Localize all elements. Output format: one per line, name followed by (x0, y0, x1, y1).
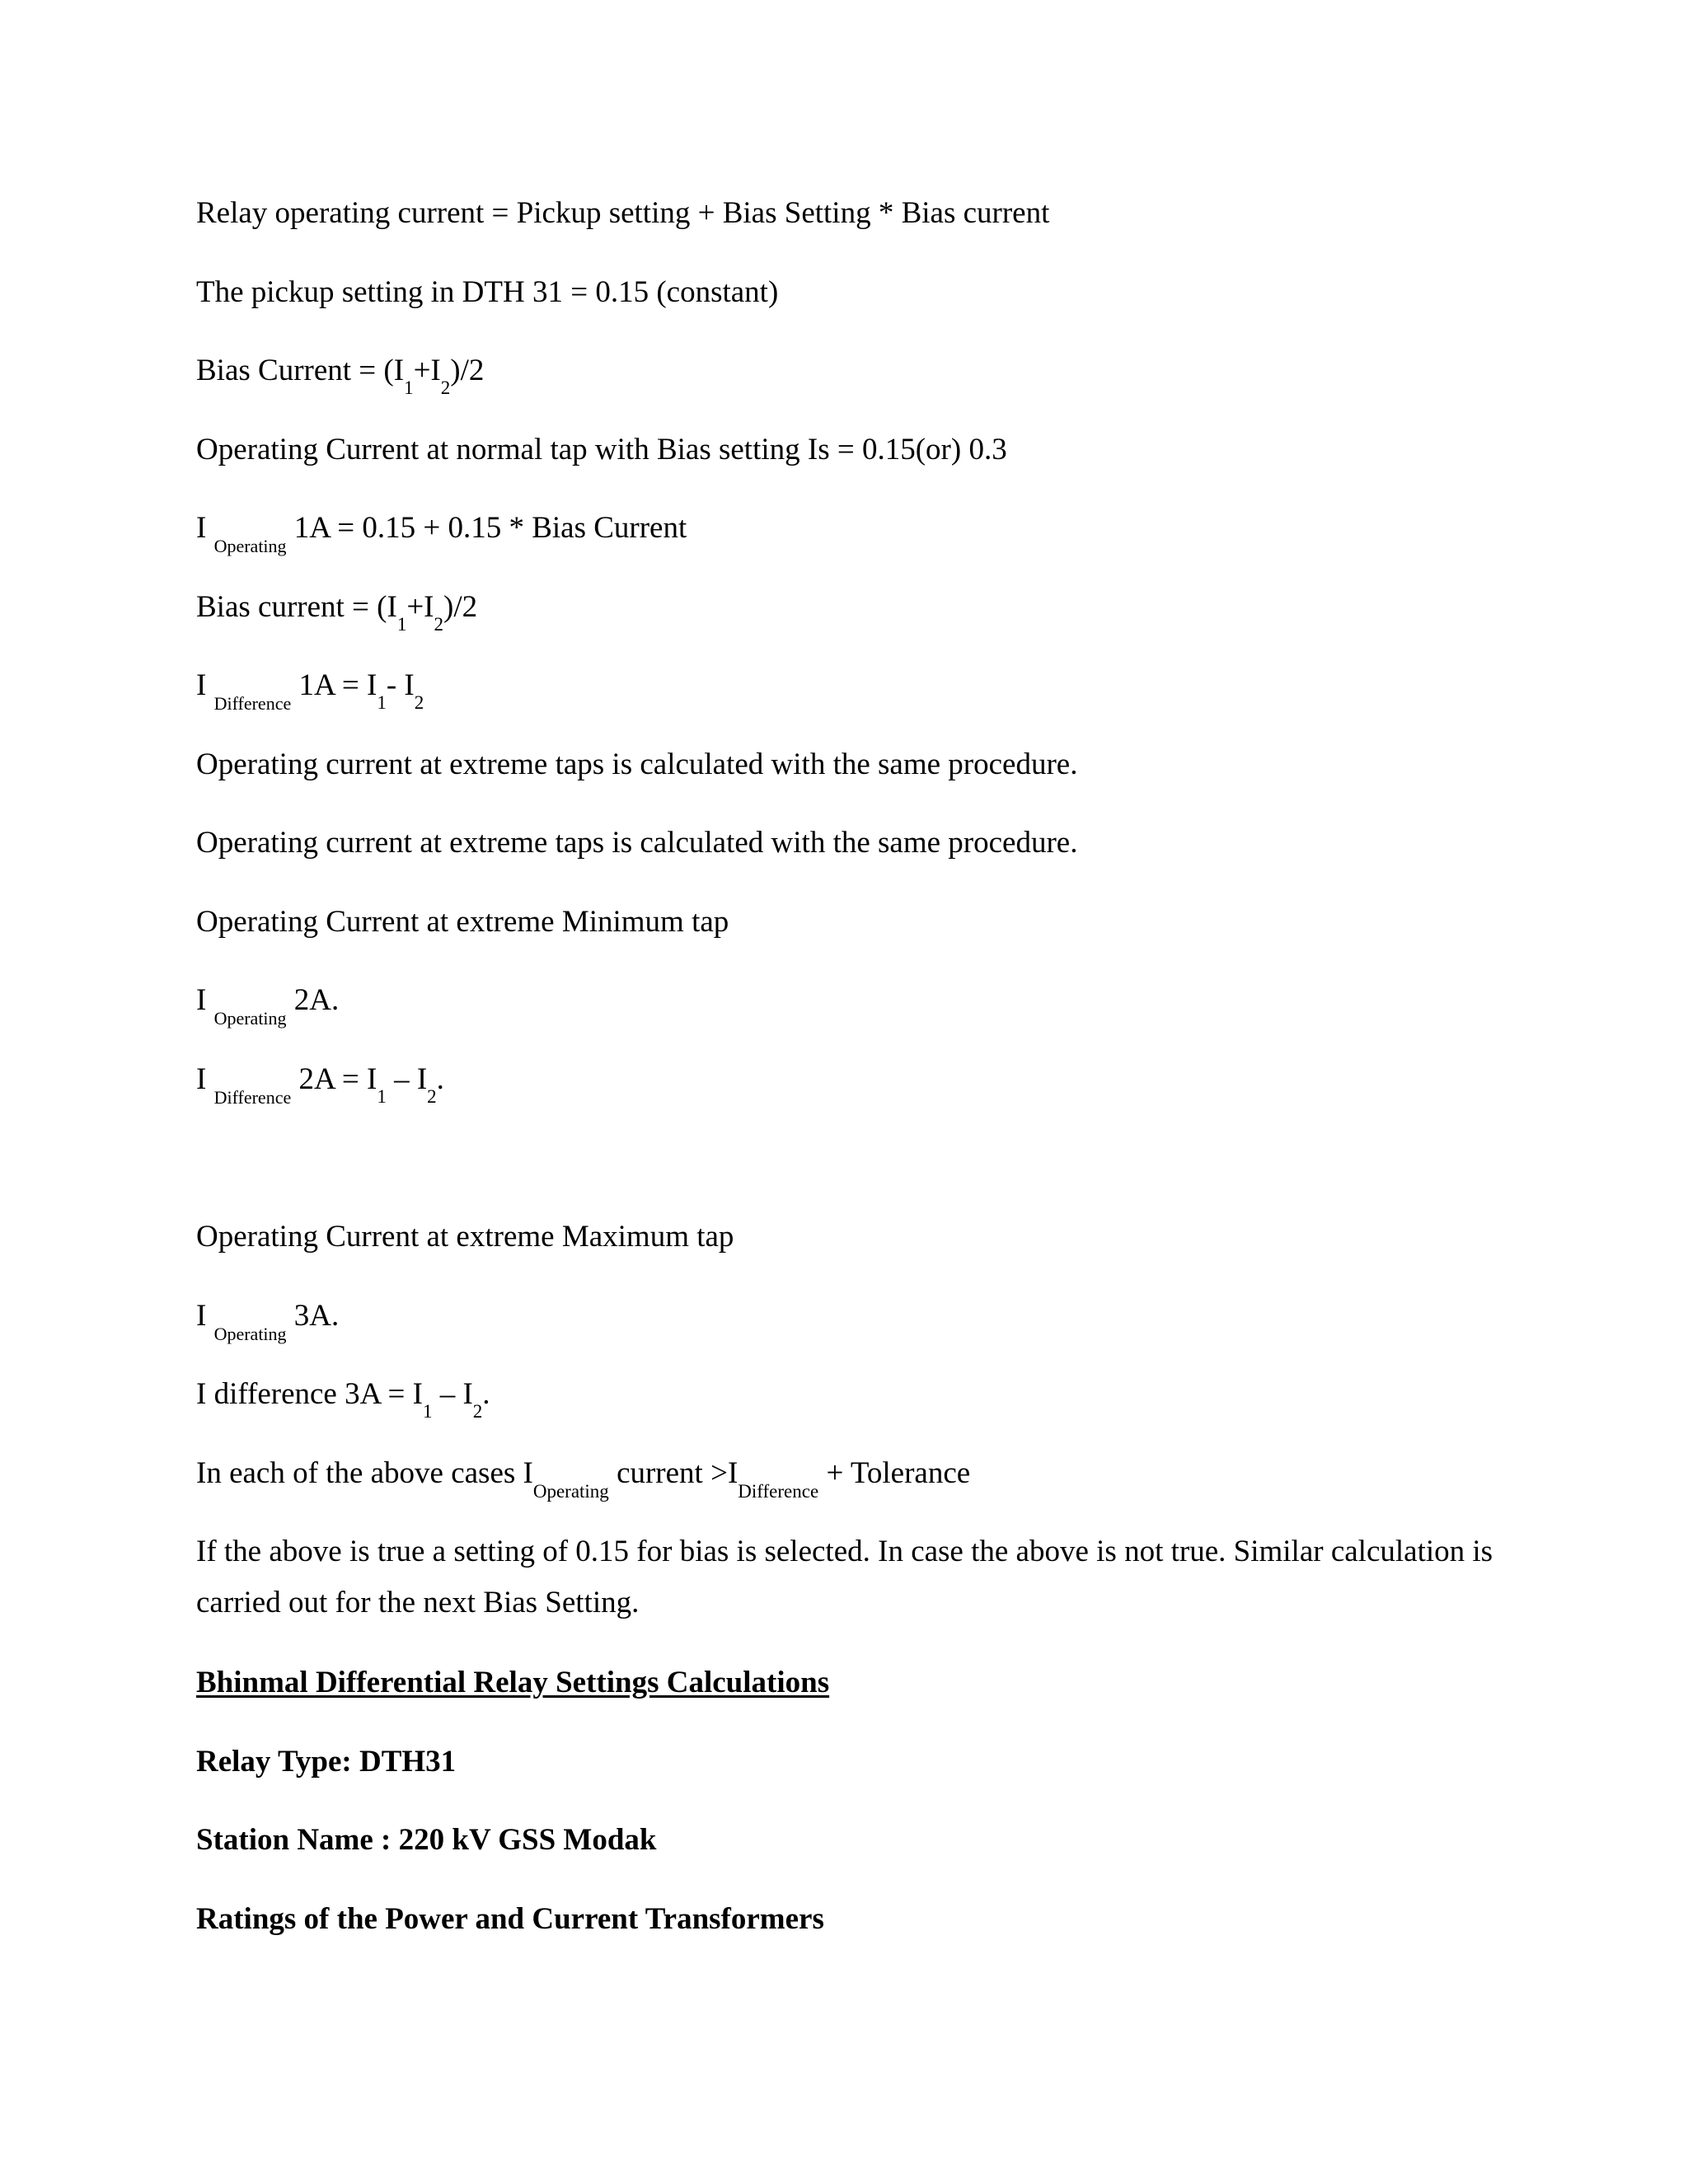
text-run: Bias Current = (I (196, 354, 405, 387)
text-line-i-operating-3a (196, 1298, 339, 1344)
text-run: I (196, 1299, 214, 1333)
text-line-i-difference-2a (196, 1062, 444, 1108)
text-line-pickup-setting: The pickup setting in DTH 31 = 0.15 (constant) (196, 275, 779, 309)
text-run: 3A. (286, 1299, 340, 1333)
text-run: . (482, 1377, 490, 1411)
text-run: I (196, 668, 214, 702)
text-line-extreme-minimum-tap: Operating Current at extreme Minimum tap (196, 905, 729, 939)
text-line-operating-current-normal-tap: Operating Current at normal tap with Bias setting Is = 0.15(or) 0.3 (196, 433, 1007, 466)
station-name-heading: Station Name : 220 kV GSS Modak (196, 1823, 657, 1857)
subscript: Difference (213, 1087, 292, 1108)
subscript: Difference (213, 693, 292, 715)
text-run: – I (432, 1377, 473, 1411)
text-run: +I (406, 590, 434, 624)
subscript: 1 (422, 1401, 433, 1422)
ratings-heading: Ratings of the Power and Current Transformers (196, 1902, 824, 1936)
subscript: 2 (434, 614, 444, 635)
text-run: 1A = 0.15 + 0.15 * Bias Current (286, 511, 687, 545)
subscript: 2 (440, 377, 451, 399)
text-run: +I (413, 354, 441, 387)
text-run: I (196, 983, 214, 1017)
subscript: Operating (213, 536, 287, 557)
text-run: )/2 (443, 590, 478, 624)
text-line-relay-operating-current: Relay operating current = Pickup setting + Bias Setting * Bias current (196, 196, 1050, 230)
text-line-extreme-taps-procedure-repeat: Operating current at extreme taps is calculated with the same procedure. (196, 826, 1078, 860)
text-line-i-operating-2a (196, 982, 339, 1029)
subscript: 1 (377, 1086, 387, 1108)
text-run: 2A. (286, 983, 340, 1017)
subscript: 1 (396, 614, 407, 635)
text-line-above-cases-condition (196, 1455, 970, 1502)
subscript: Difference (738, 1481, 819, 1502)
text-run: In each of the above cases I (196, 1456, 533, 1490)
text-line-extreme-taps-procedure: Operating current at extreme taps is calculated with the same procedure. (196, 748, 1078, 781)
subscript: Operating (213, 1008, 287, 1029)
subscript: 2 (472, 1401, 483, 1422)
text-line-bias-current-formula (196, 353, 484, 399)
subscript: Operating (213, 1324, 287, 1345)
subscript: 1 (404, 377, 414, 399)
text-run: I (196, 1062, 214, 1096)
subscript: 2 (414, 692, 424, 714)
text-run: 1A = I (291, 668, 377, 702)
text-line-i-operating-1a (196, 510, 687, 556)
text-line-extreme-maximum-tap: Operating Current at extreme Maximum tap (196, 1220, 734, 1254)
text-line-i-difference-3a (196, 1376, 490, 1422)
text-run: + Tolerance (818, 1456, 971, 1490)
relay-type-heading: Relay Type: DTH31 (196, 1745, 457, 1779)
subscript: Operating (532, 1481, 609, 1502)
text-line-i-difference-1a (196, 668, 424, 714)
text-run: I difference 3A = I (196, 1377, 423, 1411)
subscript: 2 (427, 1086, 437, 1108)
text-run: – I (386, 1062, 428, 1096)
text-run: I (196, 511, 214, 545)
text-run: . (436, 1062, 444, 1096)
text-run: - I (386, 668, 415, 702)
text-run: )/2 (450, 354, 485, 387)
text-run: Bias current = (I (196, 590, 397, 624)
text-run: current >I (608, 1456, 738, 1490)
text-line-bias-current-formula-2 (196, 589, 477, 635)
subscript: 1 (377, 692, 387, 714)
paragraph-bias-setting-selection: If the above is true a setting of 0.15 for bias is selected. In case the above is not true. Similar calculation is carried out for the next Bias Setting. (196, 1535, 1493, 1619)
section-heading: Bhinmal Differential Relay Settings Calculations (196, 1666, 830, 1699)
text-run: 2A = I (291, 1062, 377, 1096)
